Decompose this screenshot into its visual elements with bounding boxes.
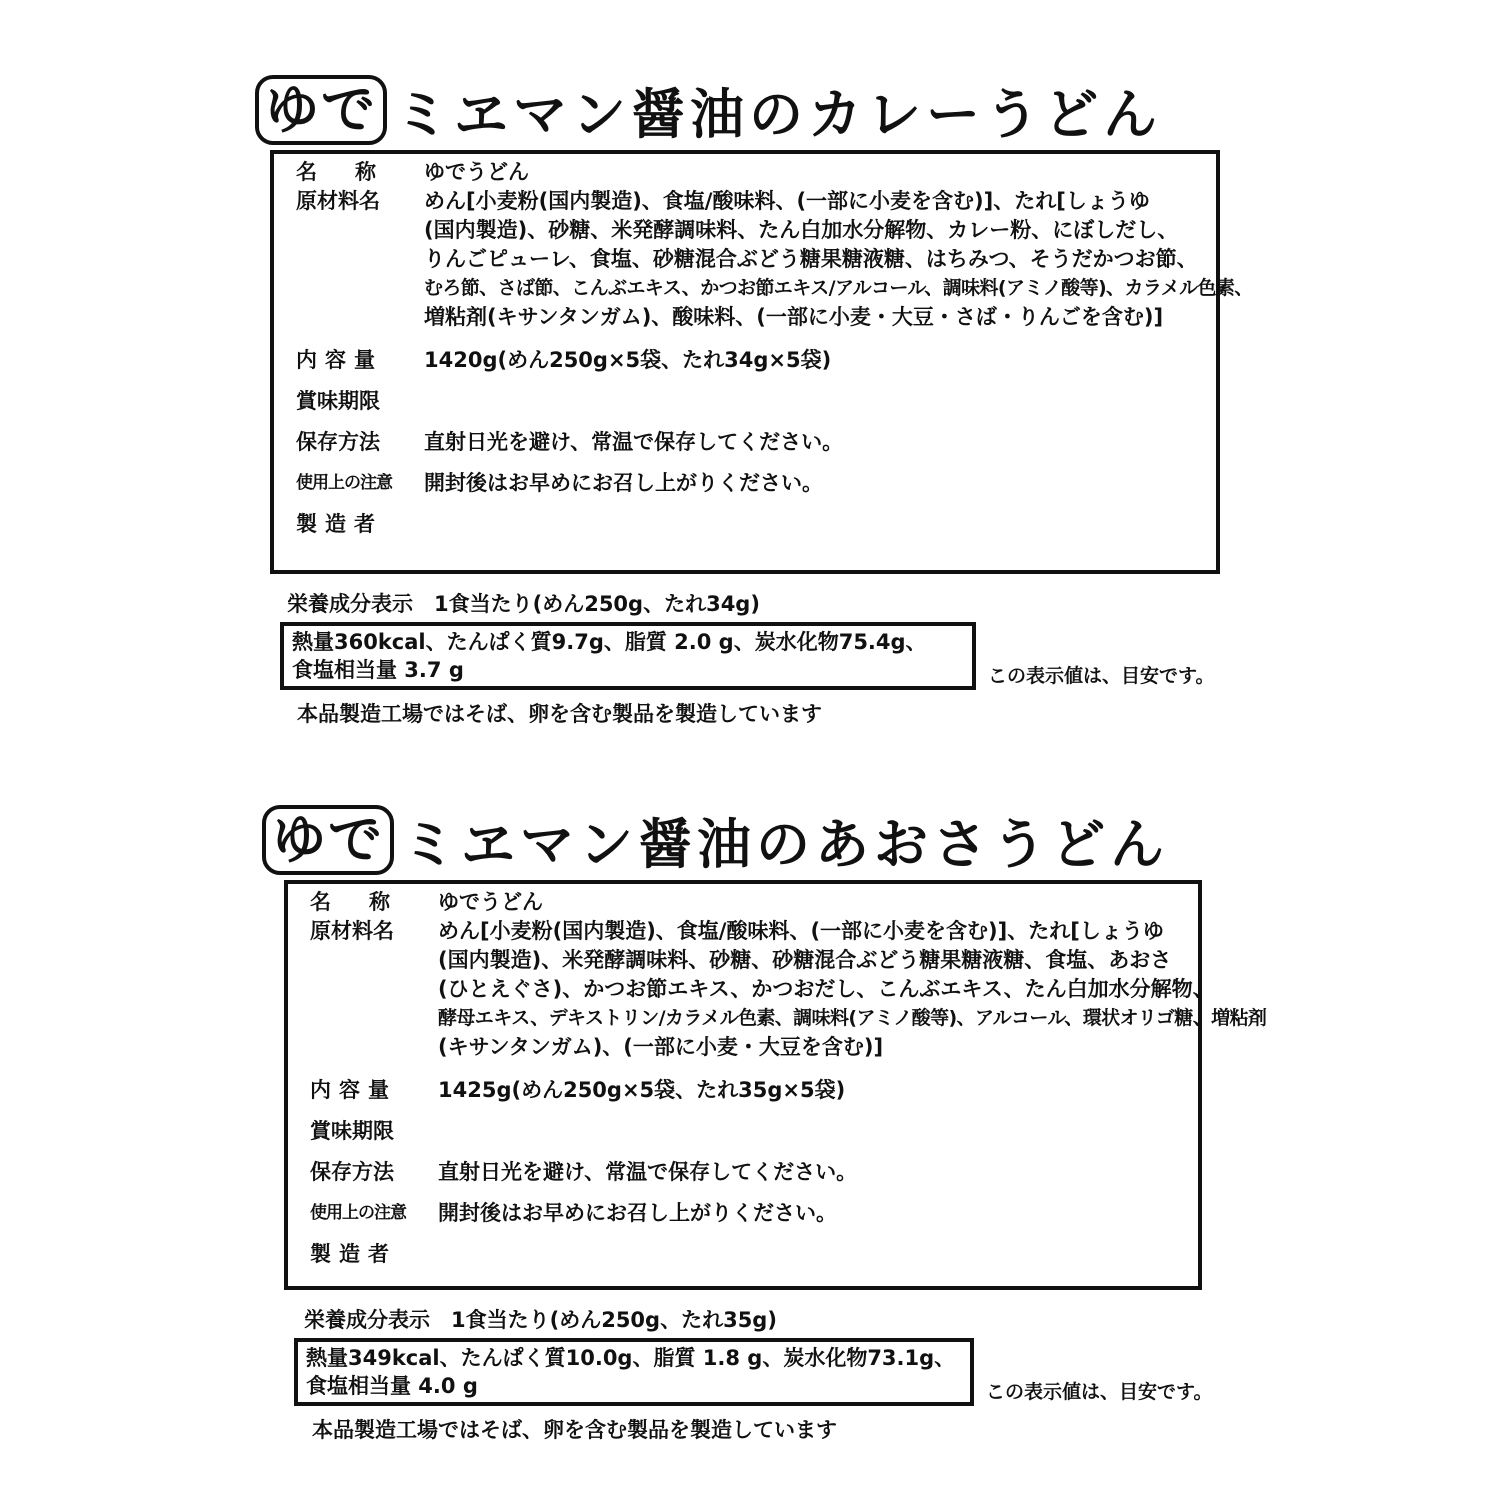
nutrition-header: 栄養成分表示 1食当たり(めん250g、たれ34g)	[287, 592, 760, 616]
content-value: 1420g(めん250g×5袋、たれ34g×5袋)	[424, 348, 832, 372]
expiry-key: 賞味期限	[296, 389, 380, 413]
caution-value: 開封後はお早めにお召し上がりください。	[438, 1201, 837, 1225]
nutrition-line: 熱量349kcal、たんぱく質10.0g、脂質 1.8 g、炭水化物73.1g、	[306, 1346, 956, 1370]
expiry-value	[424, 387, 1206, 416]
name-value: ゆでうどん	[438, 890, 543, 914]
name-value: ゆでうどん	[424, 160, 529, 184]
expiry-value	[438, 1117, 1188, 1146]
storage-value: 直射日光を避け、常温で保存してください。	[424, 430, 844, 454]
maker-value	[438, 1240, 1188, 1269]
ingredients-value	[424, 187, 1253, 332]
ingredients-line: 増粘剤(キサンタンガム)、酸味料、(一部に小麦・大豆・さば・りんごを含む)]	[424, 305, 1164, 329]
storage-key: 保存方法	[296, 430, 380, 454]
ingredients-line: (国内製造)、米発酵調味料、砂糖、砂糖混合ぶどう糖果糖液糖、食塩、あおさ	[438, 948, 1172, 972]
nutrition-line: 食塩相当量 4.0 g	[306, 1374, 478, 1398]
ingredients-line: 酵母エキス、デキストリン/カラメル色素、調味料(アミノ酸等)、アルコール、環状オリゴ糖、増粘剤	[438, 1007, 1267, 1029]
storage-key: 保存方法	[310, 1160, 394, 1184]
ingredients-key: 原材料名	[310, 919, 394, 943]
nutrition-header: 栄養成分表示 1食当たり(めん250g、たれ35g)	[304, 1308, 777, 1332]
nutrition-note: この表示値は、目安です。	[986, 1381, 1213, 1403]
allergy-note: 本品製造工場ではそば、卵を含む製品を製造しています	[297, 702, 822, 726]
nutrition-line: 熱量360kcal、たんぱく質9.7g、脂質 2.0 g、炭水化物75.4g、	[292, 630, 927, 654]
name-key: 名称	[310, 890, 428, 914]
ingredients-key: 原材料名	[296, 189, 380, 213]
maker-key: 製造者	[296, 512, 383, 536]
ingredient-info-box	[270, 150, 1253, 574]
ingredient-info-box	[284, 880, 1267, 1290]
ingredients-line: めん[小麦粉(国内製造)、食塩/酸味料、(一部に小麦を含む)]、たれ[しょうゆ	[438, 919, 1164, 943]
yude-badge: ゆで	[255, 75, 387, 145]
ingredients-value	[438, 917, 1266, 1062]
caution-key: 使用上の注意	[310, 1203, 406, 1223]
product-title	[255, 70, 1255, 150]
content-key: 内容量	[310, 1078, 397, 1102]
caution-value: 開封後はお早めにお召し上がりください。	[424, 471, 823, 495]
nutrition-box	[294, 1338, 974, 1406]
expiry-key: 賞味期限	[310, 1119, 394, 1143]
nutrition-box	[280, 622, 976, 690]
curry-udon-label	[255, 70, 1255, 728]
product-title	[262, 800, 1262, 880]
yude-badge: ゆで	[262, 805, 394, 875]
ingredients-line: りんごピューレ、食塩、砂糖混合ぶどう糖果糖液糖、はちみつ、そうだかつお節、	[424, 247, 1198, 271]
ingredients-line: (ひとえぐさ)、かつお節エキス、かつおだし、こんぶエキス、たん白加水分解物、	[438, 977, 1214, 1001]
product-name: ミヱマン醤油のあおさうどん	[402, 812, 1169, 876]
aosa-udon-label	[262, 800, 1267, 1444]
ingredients-line: むろ節、さば節、こんぶエキス、かつお節エキス/アルコール、調味料(アミノ酸等)、カラメル色素、	[424, 277, 1253, 299]
nutrition-line: 食塩相当量 3.7 g	[292, 658, 464, 682]
maker-key: 製造者	[310, 1242, 397, 1266]
name-key: 名称	[296, 160, 414, 184]
storage-value: 直射日光を避け、常温で保存してください。	[438, 1160, 858, 1184]
product-name: ミヱマン醤油のカレーうどん	[395, 82, 1162, 146]
allergy-note: 本品製造工場ではそば、卵を含む製品を製造しています	[312, 1418, 837, 1442]
ingredients-line: めん[小麦粉(国内製造)、食塩/酸味料、(一部に小麦を含む)]、たれ[しょうゆ	[424, 189, 1150, 213]
ingredients-line: (国内製造)、砂糖、米発酵調味料、たん白加水分解物、カレー粉、にぼしだし、	[424, 218, 1179, 242]
ingredients-line: (キサンタンガム)、(一部に小麦・大豆を含む)]	[438, 1035, 884, 1059]
maker-value	[424, 510, 1206, 539]
caution-key: 使用上の注意	[296, 473, 392, 493]
content-key: 内容量	[296, 348, 383, 372]
nutrition-note: この表示値は、目安です。	[988, 665, 1215, 687]
content-value: 1425g(めん250g×5袋、たれ35g×5袋)	[438, 1078, 846, 1102]
